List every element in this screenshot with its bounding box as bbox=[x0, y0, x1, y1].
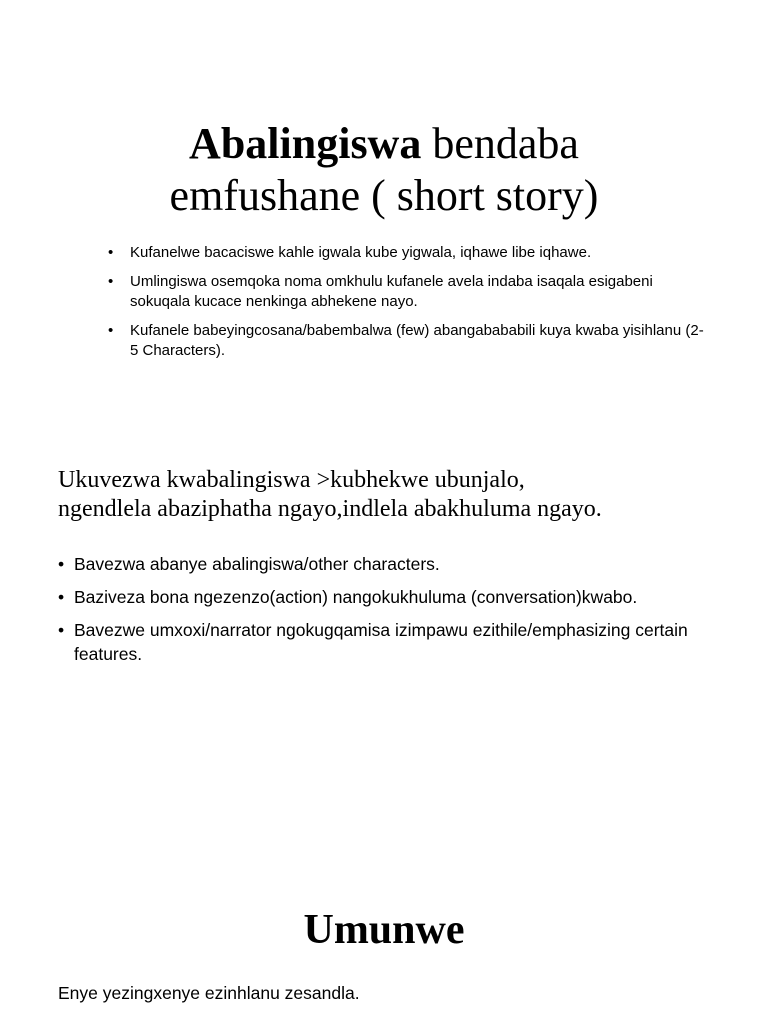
page-title bbox=[0, 118, 768, 222]
characterization-methods-list bbox=[58, 552, 708, 675]
title-bold-word: Abalingiswa bbox=[189, 119, 422, 168]
section-heading: Umunwe bbox=[303, 907, 465, 953]
list-item: • Kufanelwe bacaciswe kahle igwala kube yigwala, iqhawe libe iqhawe. bbox=[108, 243, 708, 263]
intro-line1: Ukuvezwa kwabalingiswa >kubhekwe ubunjalo, bbox=[58, 467, 525, 493]
list-item: • Umlingiswa osemqoka noma omkhulu kufanele avela indaba isaqala esigabeni sokuqala kucace nenkinga abhekene nayo. bbox=[108, 272, 708, 312]
intro-line2: ngendlela abaziphatha ngayo,indlela abakhuluma ngayo. bbox=[58, 496, 602, 522]
title-line2: emfushane ( short story) bbox=[169, 171, 599, 220]
list-item: • Baziveza bona ngezenzo(action) nangokukhuluma (conversation)kwabo. bbox=[58, 585, 708, 609]
character-guidelines-list bbox=[108, 243, 708, 370]
list-item: • Bavezwa abanye abalingiswa/other characters. bbox=[58, 552, 708, 576]
title-rest-line1: bendaba bbox=[421, 119, 579, 168]
list-item: • Kufanele babeyingcosana/babembalwa (few) abangabababili kuya kwaba yisihlanu (2-5 Characters). bbox=[108, 321, 708, 361]
list-item: • Bavezwe umxoxi/narrator ngokugqamisa izimpawu ezithile/emphasizing certain features. bbox=[58, 618, 708, 666]
section-text: Enye yezingxenye ezinhlanu zesandla. bbox=[58, 983, 360, 1003]
characterization-intro bbox=[58, 466, 738, 524]
